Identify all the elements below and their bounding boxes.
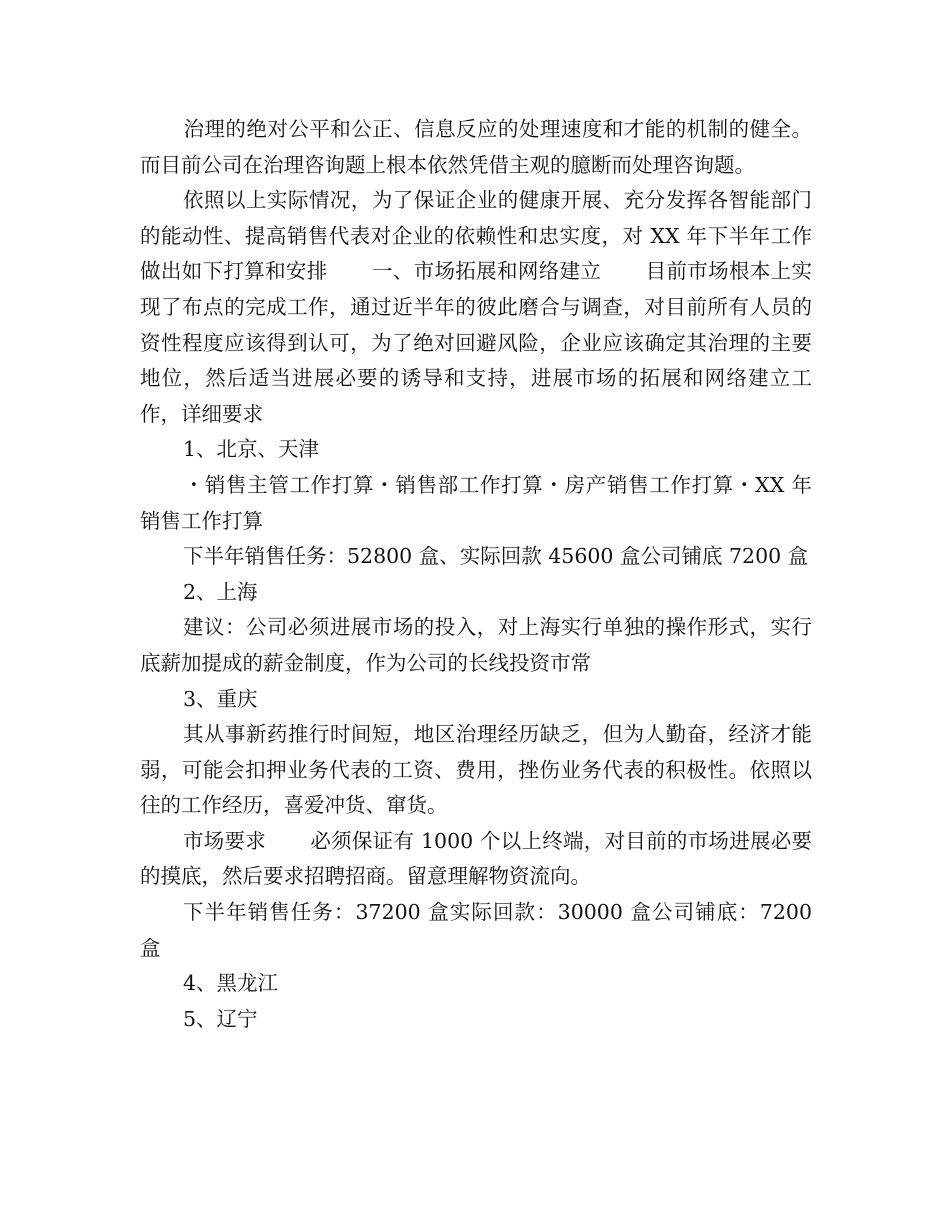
region-heading-chongqing: 3、重庆 (183, 686, 258, 711)
paragraph-market-requirements (140, 824, 812, 895)
paragraph-text: 依照以上实际情况，为了保证企业的健康开展、充分发挥各智能部门的能动性、提高销售代表对企业的依赖性和忠实度，对 XX 年下半年工作做出如下打算和安排 (140, 188, 812, 284)
paragraph-text: 必须保证有 1000 个以上终端，对目前的市场进展必要的摸底，然后要求招聘招商。留意理解物资流向。 (140, 828, 813, 889)
market-requirements-label: 市场要求 (183, 828, 267, 853)
region-heading-beijing-tianjin: 1、北京、天津 (183, 437, 320, 462)
section-heading-market-expansion: 一、市场拓展和网络建立 (371, 259, 602, 284)
paragraph-governance-continuation (140, 112, 812, 183)
paragraph-plan-intro (140, 183, 812, 432)
paragraph-text: 治理的绝对公平和公正、信息反应的处理速度和才能的机制的健全。而目前公司在治理咨询题上根本依然凭借主观的臆断而处理咨询题。 (140, 117, 812, 177)
paragraph-text: ・销售主管工作打算・销售部工作打算・房产销售工作打算・XX 年销售工作打算 (140, 472, 812, 533)
paragraph-text: 目前市场根本上实现了布点的完成工作，通过近半年的彼此磨合与调查，对目前所有人员的资性程度应该得到认可，为了绝对回避风险，企业应该确定其治理的主要地位，然后适当进展必要的诱导和支持，进展市场的拓展和网络建立工作，详细要求 (140, 259, 813, 426)
region-heading-heilongjiang: 4、黑龙江 (183, 971, 279, 996)
paragraph-chongqing-assessment: 其从事新药推行时间短，地区治理经历缺乏，但为人勤奋，经济才能弱，可能会扣押业务代表的工资、费用，挫伤业务代表的积极性。依照以往的工作经历，喜爱冲货、窜货。 (140, 722, 812, 818)
region-heading-shanghai: 2、上海 (183, 579, 258, 604)
sales-target-beijing: 下半年销售任务：52800 盒、实际回款 45600 盒公司铺底 7200 盒 (183, 544, 809, 569)
sales-target-chongqing: 下半年销售任务：37200 盒实际回款：30000 盒公司铺底：7200 盒 (140, 900, 812, 960)
paragraph-related-links (140, 468, 812, 539)
document-body (140, 112, 812, 1037)
region-heading-liaoning: 5、辽宁 (183, 1006, 258, 1031)
paragraph-shanghai-suggestion: 建议：公司必须进展市场的投入，对上海实行单独的操作形式，实行底薪加提成的薪金制度，作为公司的长线投资市常 (140, 615, 812, 675)
